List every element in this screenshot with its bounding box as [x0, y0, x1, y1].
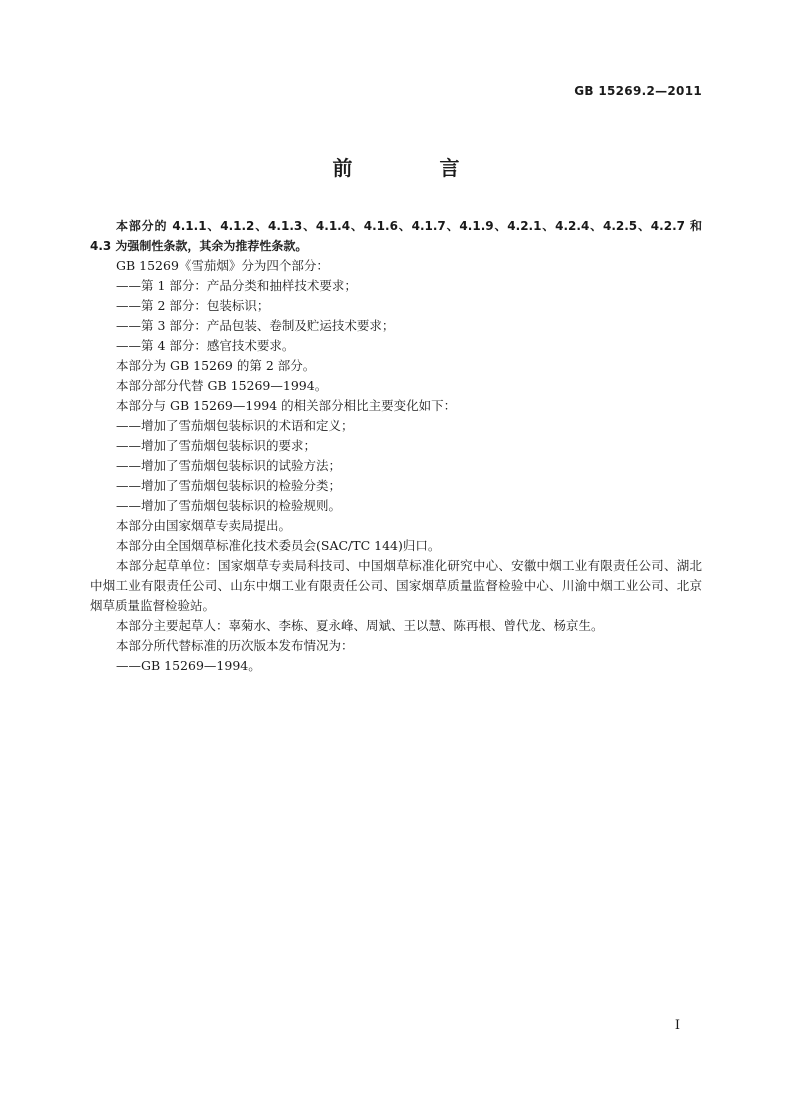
- list-item: ——增加了雪茄烟包装标识的检验分类；: [116, 478, 342, 493]
- paragraph: 本部分为 GB 15269 的第 2 部分。: [116, 358, 316, 373]
- list-item: ——第 4 部分：感官技术要求。: [116, 338, 295, 353]
- list-item: ——增加了雪茄烟包装标识的试验方法；: [116, 458, 342, 473]
- list-item: ——第 3 部分：产品包装、卷制及贮运技术要求；: [116, 318, 395, 333]
- paragraph-drafters: 本部分主要起草人：辜菊水、李栋、夏永峰、周斌、王以慧、陈再根、曾代龙、杨京生。: [116, 618, 604, 633]
- document-body: [90, 216, 702, 676]
- paragraph: GB 15269《雪茄烟》分为四个部分：: [116, 258, 329, 273]
- paragraph: 本部分与 GB 15269—1994 的相关部分相比主要变化如下：: [116, 398, 457, 413]
- list-item: ——增加了雪茄烟包装标识的要求；: [116, 438, 317, 453]
- list-item: ——GB 15269—1994。: [116, 658, 261, 673]
- standard-code: GB 15269.2—2011: [574, 84, 702, 98]
- list-item: ——增加了雪茄烟包装标识的检验规则。: [116, 498, 342, 513]
- paragraph-drafting-units: 本部分起草单位：国家烟草专卖局科技司、中国烟草标准化研究中心、安徽中烟工业有限责任公司、湖北中烟工业有限责任公司、山东中烟工业有限责任公司、国家烟草质量监督检验中心、川渝中烟工业公司、北京烟草质量监督检验站。: [90, 558, 702, 613]
- page-number: I: [674, 1018, 680, 1033]
- list-item: ——第 1 部分：产品分类和抽样技术要求；: [116, 278, 357, 293]
- list-item: ——增加了雪茄烟包装标识的术语和定义；: [116, 418, 354, 433]
- paragraph: 本部分由全国烟草标准化技术委员会(SAC/TC 144)归口。: [116, 538, 441, 553]
- paragraph: 本部分所代替标准的历次版本发布情况为：: [116, 638, 354, 653]
- list-item: ——第 2 部分：包装标识；: [116, 298, 270, 313]
- paragraph: 本部分由国家烟草专卖局提出。: [116, 518, 292, 533]
- paragraph-mandatory-clauses: 本部分的 4.1.1、4.1.2、4.1.3、4.1.4、4.1.6、4.1.7、4.1.9、4.2.1、4.2.4、4.2.5、4.2.7 和 4.3 为强制性条款，其余为推荐性条款。: [90, 219, 702, 253]
- page-title: 前 言: [332, 156, 500, 180]
- paragraph: 本部分部分代替 GB 15269—1994。: [116, 378, 328, 393]
